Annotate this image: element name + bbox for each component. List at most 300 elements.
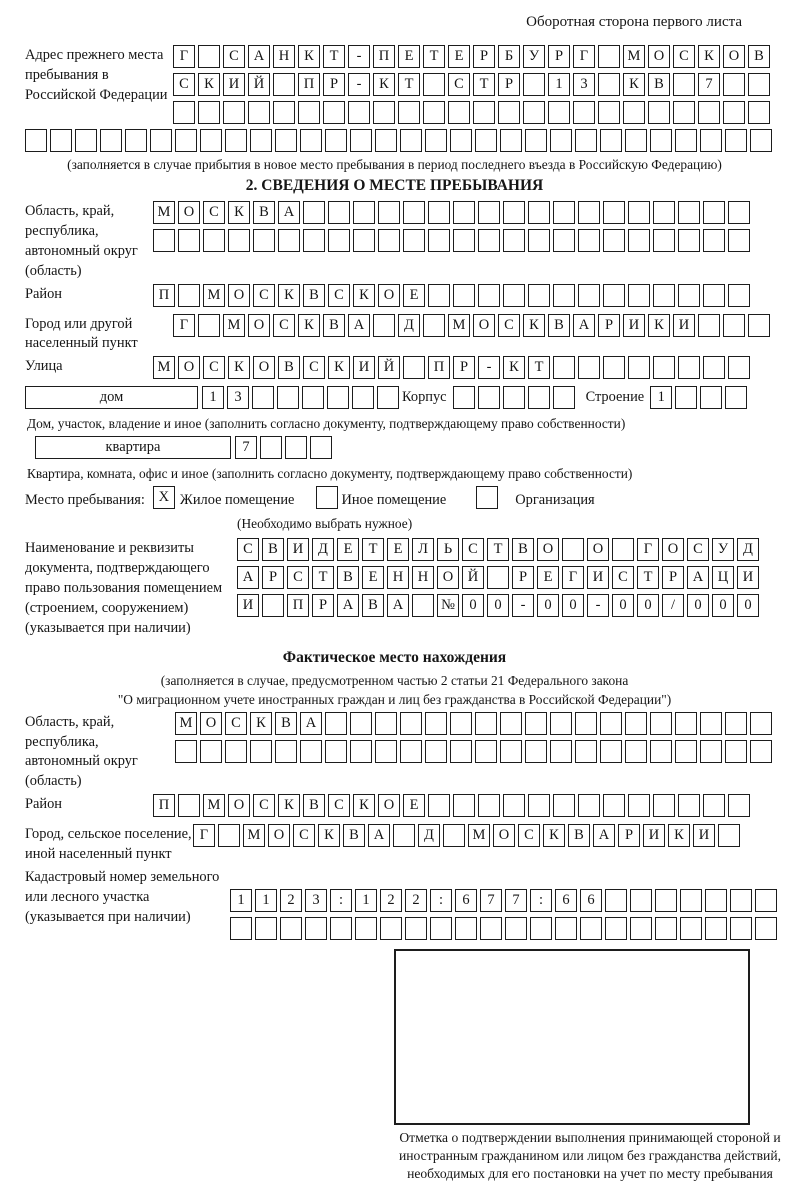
char-cell[interactable] — [680, 889, 702, 912]
char-cell[interactable] — [405, 917, 427, 940]
char-cell[interactable]: Е — [387, 538, 409, 561]
char-cell[interactable]: В — [303, 284, 325, 307]
char-cell[interactable]: А — [248, 45, 270, 68]
char-cell[interactable] — [353, 229, 375, 252]
char-cell[interactable] — [550, 712, 572, 735]
char-cell[interactable] — [303, 229, 325, 252]
char-cell[interactable]: Н — [387, 566, 409, 589]
char-cell[interactable]: И — [693, 824, 715, 847]
char-cell[interactable] — [725, 129, 747, 152]
char-cell[interactable] — [400, 740, 422, 763]
char-cell[interactable] — [623, 101, 645, 124]
char-cell[interactable]: 1 — [255, 889, 277, 912]
char-cell[interactable] — [673, 101, 695, 124]
char-cell[interactable]: Р — [548, 45, 570, 68]
char-cell[interactable]: 7 — [480, 889, 502, 912]
char-cell[interactable]: Б — [498, 45, 520, 68]
char-cell[interactable] — [325, 740, 347, 763]
char-cell[interactable]: К — [198, 73, 220, 96]
char-cell[interactable] — [478, 229, 500, 252]
char-cell[interactable]: Р — [262, 566, 284, 589]
char-cell[interactable]: В — [323, 314, 345, 337]
char-cell[interactable]: М — [623, 45, 645, 68]
char-cell[interactable] — [598, 45, 620, 68]
char-cell[interactable]: М — [203, 794, 225, 817]
char-cell[interactable] — [450, 740, 472, 763]
char-cell[interactable] — [443, 824, 465, 847]
char-cell[interactable] — [403, 229, 425, 252]
char-cell[interactable]: О — [178, 356, 200, 379]
char-cell[interactable]: 0 — [612, 594, 634, 617]
char-cell[interactable] — [377, 386, 399, 409]
char-cell[interactable]: И — [287, 538, 309, 561]
char-cell[interactable]: А — [278, 201, 300, 224]
char-cell[interactable] — [328, 229, 350, 252]
char-cell[interactable] — [750, 129, 772, 152]
char-cell[interactable]: - — [587, 594, 609, 617]
char-cell[interactable] — [673, 73, 695, 96]
char-cell[interactable] — [327, 386, 349, 409]
char-cell[interactable] — [277, 386, 299, 409]
char-cell[interactable] — [528, 284, 550, 307]
char-cell[interactable] — [700, 712, 722, 735]
char-cell[interactable] — [525, 129, 547, 152]
char-cell[interactable]: Й — [462, 566, 484, 589]
char-cell[interactable]: В — [343, 824, 365, 847]
char-cell[interactable] — [755, 889, 777, 912]
char-cell[interactable] — [755, 917, 777, 940]
char-cell[interactable]: К — [278, 284, 300, 307]
char-cell[interactable] — [375, 129, 397, 152]
char-cell[interactable] — [675, 712, 697, 735]
char-cell[interactable] — [678, 201, 700, 224]
char-cell[interactable]: А — [573, 314, 595, 337]
char-cell[interactable]: 1 — [230, 889, 252, 912]
char-cell[interactable]: И — [237, 594, 259, 617]
char-cell[interactable]: 7 — [235, 436, 257, 459]
char-cell[interactable]: К — [250, 712, 272, 735]
char-cell[interactable] — [150, 129, 172, 152]
char-cell[interactable]: Т — [362, 538, 384, 561]
char-cell[interactable]: О — [268, 824, 290, 847]
char-cell[interactable] — [750, 712, 772, 735]
char-cell[interactable] — [703, 229, 725, 252]
char-cell[interactable]: Р — [453, 356, 475, 379]
char-cell[interactable] — [728, 356, 750, 379]
char-cell[interactable] — [598, 101, 620, 124]
char-cell[interactable] — [428, 201, 450, 224]
char-cell[interactable] — [500, 712, 522, 735]
char-cell[interactable] — [173, 101, 195, 124]
char-cell[interactable]: 0 — [737, 594, 759, 617]
char-cell[interactable] — [530, 917, 552, 940]
char-cell[interactable] — [298, 101, 320, 124]
char-cell[interactable]: С — [287, 566, 309, 589]
char-cell[interactable] — [603, 356, 625, 379]
char-cell[interactable]: А — [593, 824, 615, 847]
char-cell[interactable] — [528, 229, 550, 252]
char-cell[interactable] — [748, 73, 770, 96]
char-cell[interactable]: 0 — [637, 594, 659, 617]
char-cell[interactable]: О — [178, 201, 200, 224]
char-cell[interactable]: О — [537, 538, 559, 561]
char-cell[interactable] — [525, 740, 547, 763]
char-cell[interactable] — [700, 129, 722, 152]
char-cell[interactable]: И — [673, 314, 695, 337]
char-cell[interactable]: О — [228, 284, 250, 307]
char-cell[interactable] — [703, 356, 725, 379]
char-cell[interactable]: 1 — [355, 889, 377, 912]
char-cell[interactable]: И — [623, 314, 645, 337]
char-cell[interactable] — [310, 436, 332, 459]
char-cell[interactable]: Г — [173, 314, 195, 337]
char-cell[interactable]: Е — [403, 794, 425, 817]
char-cell[interactable] — [225, 740, 247, 763]
char-cell[interactable] — [400, 129, 422, 152]
char-cell[interactable] — [353, 201, 375, 224]
char-cell[interactable] — [503, 386, 525, 409]
char-cell[interactable] — [223, 101, 245, 124]
char-cell[interactable]: О — [378, 284, 400, 307]
char-cell[interactable] — [423, 73, 445, 96]
char-cell[interactable] — [75, 129, 97, 152]
char-cell[interactable]: К — [278, 794, 300, 817]
char-cell[interactable]: И — [587, 566, 609, 589]
char-cell[interactable]: Т — [528, 356, 550, 379]
char-cell[interactable]: Ь — [437, 538, 459, 561]
char-cell[interactable]: Т — [312, 566, 334, 589]
char-cell[interactable] — [562, 538, 584, 561]
char-cell[interactable] — [728, 284, 750, 307]
char-cell[interactable] — [350, 712, 372, 735]
char-cell[interactable] — [503, 229, 525, 252]
char-cell[interactable]: О — [200, 712, 222, 735]
char-cell[interactable]: 3 — [227, 386, 249, 409]
char-cell[interactable] — [730, 889, 752, 912]
char-cell[interactable]: Й — [248, 73, 270, 96]
char-cell[interactable] — [728, 794, 750, 817]
char-cell[interactable]: С — [225, 712, 247, 735]
char-cell[interactable]: В — [275, 712, 297, 735]
char-cell[interactable]: Н — [273, 45, 295, 68]
char-cell[interactable]: В — [253, 201, 275, 224]
char-cell[interactable] — [380, 917, 402, 940]
char-cell[interactable] — [425, 129, 447, 152]
char-cell[interactable] — [528, 794, 550, 817]
char-cell[interactable]: - — [348, 45, 370, 68]
char-cell[interactable]: С — [293, 824, 315, 847]
char-cell[interactable]: С — [687, 538, 709, 561]
char-cell[interactable] — [228, 229, 250, 252]
char-cell[interactable] — [178, 794, 200, 817]
char-cell[interactable] — [316, 486, 338, 509]
char-cell[interactable]: Е — [403, 284, 425, 307]
char-cell[interactable] — [198, 45, 220, 68]
char-cell[interactable]: О — [587, 538, 609, 561]
char-cell[interactable]: К — [298, 314, 320, 337]
char-cell[interactable]: Е — [537, 566, 559, 589]
char-cell[interactable] — [655, 889, 677, 912]
char-cell[interactable] — [678, 356, 700, 379]
char-cell[interactable] — [500, 129, 522, 152]
char-cell[interactable] — [628, 229, 650, 252]
char-cell[interactable]: С — [328, 794, 350, 817]
char-cell[interactable] — [700, 740, 722, 763]
char-cell[interactable] — [553, 386, 575, 409]
char-cell[interactable]: Т — [423, 45, 445, 68]
char-cell[interactable]: О — [253, 356, 275, 379]
char-cell[interactable] — [325, 712, 347, 735]
char-cell[interactable]: В — [262, 538, 284, 561]
char-cell[interactable] — [403, 201, 425, 224]
char-cell[interactable] — [423, 101, 445, 124]
char-cell[interactable]: О — [437, 566, 459, 589]
char-cell[interactable] — [505, 917, 527, 940]
char-cell[interactable]: И — [353, 356, 375, 379]
char-cell[interactable]: А — [387, 594, 409, 617]
char-cell[interactable] — [730, 917, 752, 940]
char-cell[interactable]: 6 — [555, 889, 577, 912]
char-cell[interactable] — [475, 740, 497, 763]
char-cell[interactable] — [262, 594, 284, 617]
char-cell[interactable] — [630, 917, 652, 940]
char-cell[interactable] — [553, 201, 575, 224]
char-cell[interactable] — [378, 201, 400, 224]
char-cell[interactable] — [723, 314, 745, 337]
char-cell[interactable]: С — [253, 284, 275, 307]
char-cell[interactable] — [252, 386, 274, 409]
char-cell[interactable] — [273, 73, 295, 96]
char-cell[interactable]: 7 — [505, 889, 527, 912]
char-cell[interactable]: 1 — [650, 386, 672, 409]
char-cell[interactable] — [273, 101, 295, 124]
char-cell[interactable] — [578, 794, 600, 817]
char-cell[interactable] — [300, 740, 322, 763]
char-cell[interactable]: Д — [398, 314, 420, 337]
char-cell[interactable]: О — [473, 314, 495, 337]
char-cell[interactable]: К — [698, 45, 720, 68]
char-cell[interactable] — [555, 917, 577, 940]
char-cell[interactable]: Е — [398, 45, 420, 68]
char-cell[interactable]: К — [523, 314, 545, 337]
char-cell[interactable]: С — [328, 284, 350, 307]
char-cell[interactable] — [478, 284, 500, 307]
char-cell[interactable]: Г — [573, 45, 595, 68]
char-cell[interactable] — [275, 740, 297, 763]
char-cell[interactable] — [603, 229, 625, 252]
char-cell[interactable] — [403, 356, 425, 379]
char-cell[interactable] — [125, 129, 147, 152]
char-cell[interactable] — [480, 917, 502, 940]
char-cell[interactable] — [302, 386, 324, 409]
char-cell[interactable] — [373, 101, 395, 124]
char-cell[interactable]: : — [530, 889, 552, 912]
char-cell[interactable] — [748, 101, 770, 124]
char-cell[interactable] — [600, 740, 622, 763]
char-cell[interactable] — [428, 284, 450, 307]
char-cell[interactable] — [453, 229, 475, 252]
char-cell[interactable] — [578, 229, 600, 252]
char-cell[interactable] — [680, 917, 702, 940]
char-cell[interactable] — [578, 356, 600, 379]
char-cell[interactable] — [628, 794, 650, 817]
char-cell[interactable] — [575, 740, 597, 763]
char-cell[interactable]: Т — [398, 73, 420, 96]
char-cell[interactable] — [503, 284, 525, 307]
char-cell[interactable] — [653, 229, 675, 252]
char-cell[interactable]: М — [175, 712, 197, 735]
char-cell[interactable] — [250, 129, 272, 152]
char-cell[interactable] — [475, 129, 497, 152]
char-cell[interactable] — [523, 73, 545, 96]
char-cell[interactable]: Е — [337, 538, 359, 561]
char-cell[interactable] — [728, 201, 750, 224]
char-cell[interactable] — [248, 101, 270, 124]
char-cell[interactable]: Т — [487, 538, 509, 561]
char-cell[interactable]: № — [437, 594, 459, 617]
char-cell[interactable] — [473, 101, 495, 124]
char-cell[interactable] — [375, 712, 397, 735]
char-cell[interactable]: 2 — [280, 889, 302, 912]
char-cell[interactable]: 2 — [380, 889, 402, 912]
char-cell[interactable]: О — [662, 538, 684, 561]
char-cell[interactable]: К — [668, 824, 690, 847]
char-cell[interactable] — [653, 356, 675, 379]
char-cell[interactable]: Г — [193, 824, 215, 847]
char-cell[interactable] — [625, 740, 647, 763]
char-cell[interactable]: 3 — [305, 889, 327, 912]
char-cell[interactable] — [198, 101, 220, 124]
char-cell[interactable] — [300, 129, 322, 152]
char-cell[interactable] — [603, 794, 625, 817]
char-cell[interactable] — [303, 201, 325, 224]
char-cell[interactable] — [50, 129, 72, 152]
char-cell[interactable]: С — [223, 45, 245, 68]
char-cell[interactable]: К — [648, 314, 670, 337]
char-cell[interactable] — [200, 740, 222, 763]
char-cell[interactable] — [487, 566, 509, 589]
char-cell[interactable]: Й — [378, 356, 400, 379]
char-cell[interactable] — [548, 101, 570, 124]
char-cell[interactable] — [553, 356, 575, 379]
char-cell[interactable] — [178, 229, 200, 252]
char-cell[interactable] — [428, 229, 450, 252]
char-cell[interactable]: К — [228, 201, 250, 224]
char-cell[interactable] — [603, 201, 625, 224]
char-cell[interactable]: С — [303, 356, 325, 379]
char-cell[interactable] — [703, 201, 725, 224]
char-cell[interactable]: П — [428, 356, 450, 379]
char-cell[interactable] — [678, 794, 700, 817]
char-cell[interactable]: К — [228, 356, 250, 379]
char-cell[interactable] — [580, 917, 602, 940]
char-cell[interactable]: 6 — [580, 889, 602, 912]
char-cell[interactable]: С — [462, 538, 484, 561]
char-cell[interactable]: Н — [412, 566, 434, 589]
char-cell[interactable] — [603, 284, 625, 307]
char-cell[interactable] — [550, 129, 572, 152]
char-cell[interactable] — [503, 794, 525, 817]
char-cell[interactable] — [503, 201, 525, 224]
char-cell[interactable] — [330, 917, 352, 940]
char-cell[interactable] — [605, 917, 627, 940]
char-cell[interactable]: К — [623, 73, 645, 96]
char-cell[interactable] — [575, 712, 597, 735]
char-cell[interactable]: Р — [498, 73, 520, 96]
char-cell[interactable]: П — [153, 794, 175, 817]
char-cell[interactable] — [275, 129, 297, 152]
char-cell[interactable] — [453, 201, 475, 224]
char-cell[interactable] — [723, 101, 745, 124]
char-cell[interactable] — [698, 314, 720, 337]
char-cell[interactable] — [175, 740, 197, 763]
char-cell[interactable] — [455, 917, 477, 940]
char-cell[interactable]: X — [153, 486, 175, 509]
char-cell[interactable]: Т — [637, 566, 659, 589]
char-cell[interactable] — [453, 794, 475, 817]
char-cell[interactable] — [675, 740, 697, 763]
char-cell[interactable]: Г — [637, 538, 659, 561]
char-cell[interactable]: Р — [473, 45, 495, 68]
char-cell[interactable]: С — [203, 201, 225, 224]
char-cell[interactable] — [478, 794, 500, 817]
char-cell[interactable] — [748, 314, 770, 337]
char-cell[interactable]: В — [748, 45, 770, 68]
char-cell[interactable]: П — [373, 45, 395, 68]
char-cell[interactable] — [348, 101, 370, 124]
char-cell[interactable] — [250, 740, 272, 763]
char-cell[interactable]: М — [223, 314, 245, 337]
char-cell[interactable] — [600, 129, 622, 152]
char-cell[interactable] — [350, 740, 372, 763]
char-cell[interactable]: 1 — [548, 73, 570, 96]
char-cell[interactable]: К — [298, 45, 320, 68]
char-cell[interactable]: Р — [312, 594, 334, 617]
char-cell[interactable] — [203, 229, 225, 252]
char-cell[interactable]: И — [643, 824, 665, 847]
char-cell[interactable]: / — [662, 594, 684, 617]
char-cell[interactable] — [328, 201, 350, 224]
char-cell[interactable]: 0 — [712, 594, 734, 617]
char-cell[interactable] — [553, 229, 575, 252]
char-cell[interactable] — [675, 386, 697, 409]
char-cell[interactable]: А — [300, 712, 322, 735]
char-cell[interactable]: - — [512, 594, 534, 617]
char-cell[interactable]: В — [303, 794, 325, 817]
char-cell[interactable]: С — [612, 566, 634, 589]
char-cell[interactable] — [553, 284, 575, 307]
char-cell[interactable] — [605, 889, 627, 912]
char-cell[interactable]: А — [237, 566, 259, 589]
char-cell[interactable] — [425, 712, 447, 735]
char-cell[interactable]: Д — [312, 538, 334, 561]
char-cell[interactable] — [703, 284, 725, 307]
char-cell[interactable] — [525, 712, 547, 735]
char-cell[interactable] — [528, 386, 550, 409]
char-cell[interactable]: Г — [562, 566, 584, 589]
char-cell[interactable]: В — [548, 314, 570, 337]
char-cell[interactable] — [400, 712, 422, 735]
char-cell[interactable]: О — [378, 794, 400, 817]
char-cell[interactable]: С — [203, 356, 225, 379]
char-cell[interactable]: К — [543, 824, 565, 847]
char-cell[interactable]: Т — [473, 73, 495, 96]
char-cell[interactable] — [528, 201, 550, 224]
char-cell[interactable] — [675, 129, 697, 152]
char-cell[interactable]: А — [337, 594, 359, 617]
char-cell[interactable]: Т — [323, 45, 345, 68]
char-cell[interactable] — [705, 917, 727, 940]
